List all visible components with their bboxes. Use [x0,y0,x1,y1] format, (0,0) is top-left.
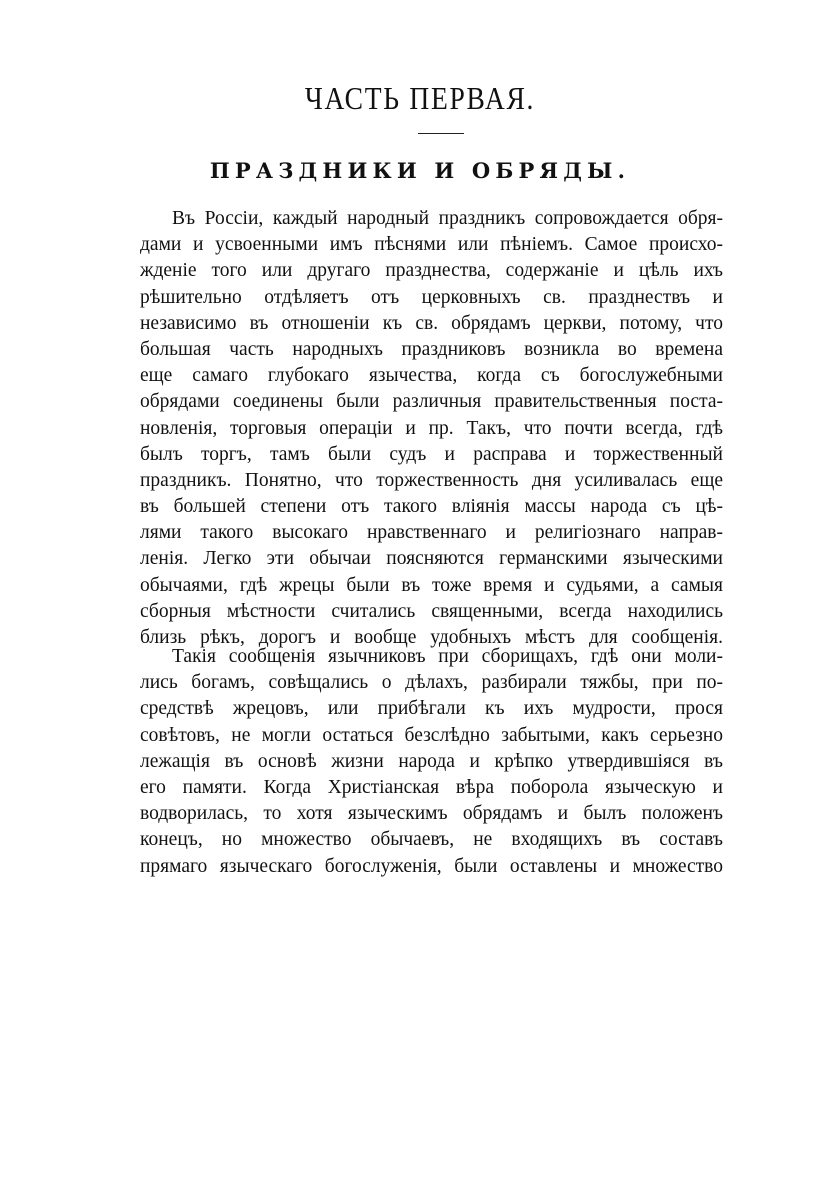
text-line: Такія сообщенія язычниковъ при сборищахъ, гдѣ они моли- [172,646,723,667]
text-line: прямаго языческаго богослуженія, были оставлены и множество [140,855,723,877]
text-line: рѣшительно отдѣляетъ отъ церковныхъ св. празднествъ и [140,286,723,308]
text-line: средствѣ жрецовъ, или прибѣгали къ ихъ мудрости, прося [140,698,723,720]
text-line: въ большей степени отъ такого вліянія массы народа съ цѣ- [140,496,723,518]
text-line: близь рѣкъ, дорогъ и вообще удобныхъ мѣстъ для сообщенія. [140,627,723,648]
text-line: обрядами соединены были различныя правительственныя поста- [140,391,723,413]
text-line: новленія, торговыя операціи и пр. Такъ, что почти всегда, гдѣ [140,417,723,439]
text-line: ленія. Легко эти обычаи поясняются германскими языческими [140,548,723,570]
text-line: дами и усвоенными имъ пѣснями или пѣніемъ. Самое происхо- [140,234,723,256]
paragraph-1 [140,206,723,651]
text-line: независимо въ отношеніи къ св. обрядамъ церкви, потому, что [140,312,723,334]
text-line: конецъ, но множество обычаевъ, не входящихъ въ составъ [140,829,723,851]
text-line: обычаями, гдѣ жрецы были въ тоже время и судьями, а самыя [140,574,723,596]
text-line: лями такого высокаго нравственнаго и религіознаго направ- [140,522,723,544]
text-line: праздникъ. Понятно, что торжественность дня усиливалась еще [140,469,723,491]
text-line: жденіе того или другаго празднества, содержаніе и цѣль ихъ [140,260,723,282]
text-line: водворилась, то хотя языческимъ обрядамъ и былъ положенъ [140,803,723,825]
title-divider [418,133,464,134]
section-title: ПРАЗДНИКИ И ОБРЯДЫ. [209,158,631,183]
text-line: сборныя мѣстности считались священными, всегда находились [140,600,723,622]
text-line: его памяти. Когда Христіанская вѣра поборола языческую и [140,776,723,798]
text-line: Въ Россіи, каждый народный праздникъ сопровождается обря- [172,208,723,229]
text-line: еще самаго глубокаго язычества, когда съ богослужебными [140,365,723,387]
text-line: совѣтовъ, не могли остаться безслѣдно забытыми, какъ серьезно [140,724,723,746]
text-line: лежащія въ основѣ жизни народа и крѣпко утвердившіяся въ [140,750,723,772]
text-line: большая часть народныхъ праздниковъ возникла во времена [140,338,723,360]
part-title: ЧАСТЬ ПЕРВАЯ. [304,80,536,116]
text-line: лись богамъ, совѣщались о дѣлахъ, разбирали тяжбы, при по- [140,672,723,694]
paragraph-2 [140,644,723,880]
text-line: былъ торгъ, тамъ были судъ и расправа и торжественный [140,443,723,465]
